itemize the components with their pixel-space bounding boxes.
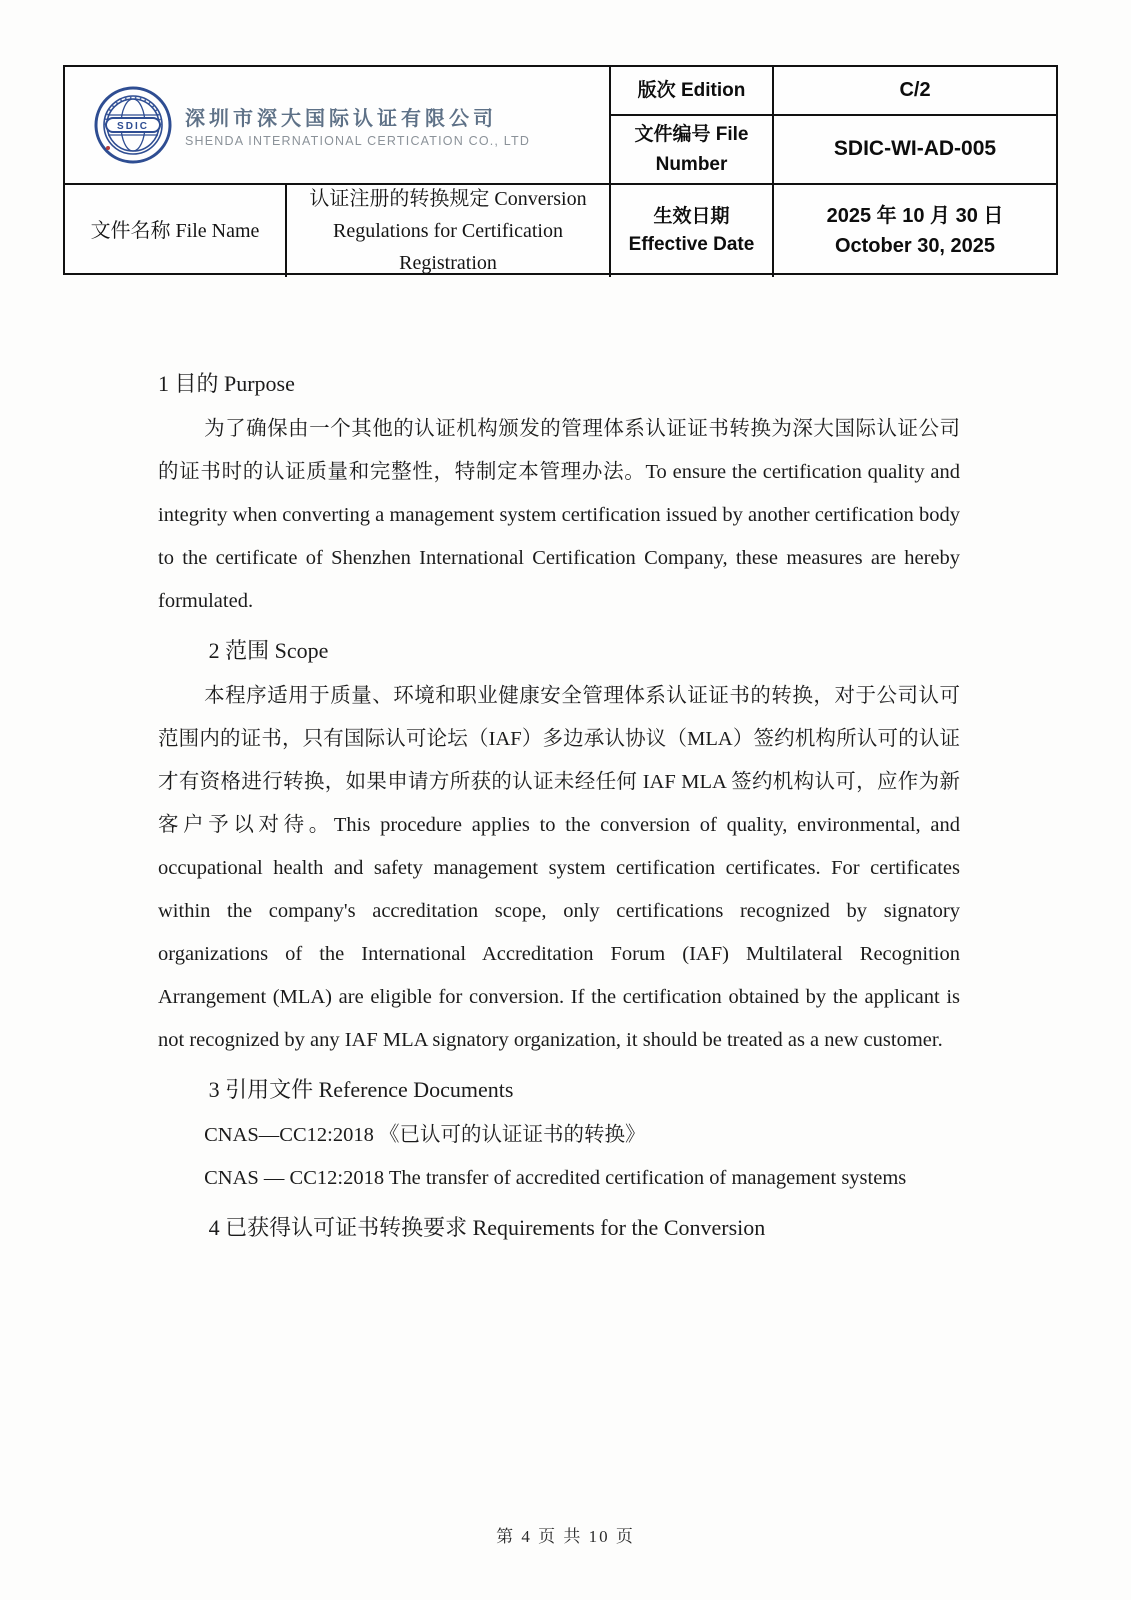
sections-container <box>158 362 960 1250</box>
company-name-en: SHENDA INTERNATIONAL CERTICATION CO., LTD <box>185 134 531 148</box>
file-name-value: 认证注册的转换规定 Conversion Regulations for Certification Registration <box>287 185 611 277</box>
effective-date-label-en: Effective Date <box>628 234 755 255</box>
body-paragraph: 为了确保由一个其他的认证机构颁发的管理体系认证证书转换为深大国际认证公司的证书时的认证质量和完整性，特制定本管理办法。To ensure the certification quality and integrity when converting a management system certification issued by another certification body to the certificate of Shenzhen International Certification Company, these measures are hereby formulated. <box>158 418 960 612</box>
document-section <box>158 362 960 623</box>
effective-date-label-cn: 生效日期 <box>653 205 730 227</box>
section-heading: 1 目的 Purpose <box>158 371 295 396</box>
body-paragraph: CNAS — CC12:2018 The transfer of accredited certification of management systems <box>204 1167 907 1189</box>
effective-date-value-cn: 2025 年 10 月 30 日 <box>826 205 1004 227</box>
effective-date-value-en: October 30, 2025 <box>834 235 996 257</box>
body-paragraph: 本程序适用于质量、环境和职业健康安全管理体系认证证书的转换，对于公司认可范围内的证书，只有国际认可论坛（IAF）多边承认协议（MLA）签约机构所认可的认证才有资格进行转换，如果申请方所获的认证未经任何 IAF MLA 签约机构认可，应作为新客户予以对待。This procedure applies to the conversion of quality, environmental, and occupational health and safety management system certification certificates. For certificates within the company's accreditation scope, only certifications recognized by signatory organizations of the International Accreditation Forum (IAF) Multilateral Recognition Arrangement (MLA) are eligible for conversion. If the certification obtained by the applicant is not recognized by any IAF MLA signatory organization, it should be treated as a new customer. <box>158 685 960 1051</box>
document-header-table <box>63 65 1058 275</box>
company-logo-icon <box>93 85 173 165</box>
header-logo-cell <box>65 67 611 185</box>
company-name-cn: 深圳市深大国际认证有限公司 <box>185 108 497 130</box>
file-name-label: 文件名称 File Name <box>65 185 287 277</box>
document-section <box>158 1206 960 1250</box>
effective-date-label <box>611 185 774 277</box>
section-heading: 2 范围 Scope <box>208 638 329 663</box>
edition-value: C/2 <box>774 67 1056 116</box>
document-section <box>158 629 960 1062</box>
page-number: 第 4 页 共 10 页 <box>496 1527 635 1546</box>
document-section <box>158 1068 960 1200</box>
file-number-value: SDIC-WI-AD-005 <box>774 116 1056 185</box>
file-number-label: 文件编号 File Number <box>611 116 774 185</box>
edition-label: 版次 Edition <box>611 67 774 116</box>
effective-date-value <box>774 185 1056 277</box>
section-heading: 3 引用文件 Reference Documents <box>208 1077 514 1102</box>
body-paragraph: CNAS—CC12:2018 《已认可的认证证书的转换》 <box>204 1124 646 1146</box>
company-names <box>185 102 530 148</box>
document-body <box>158 356 960 1252</box>
section-heading: 4 已获得认可证书转换要求 Requirements for the Conversion <box>208 1215 766 1240</box>
svg-text:SDIC: SDIC <box>117 121 149 132</box>
